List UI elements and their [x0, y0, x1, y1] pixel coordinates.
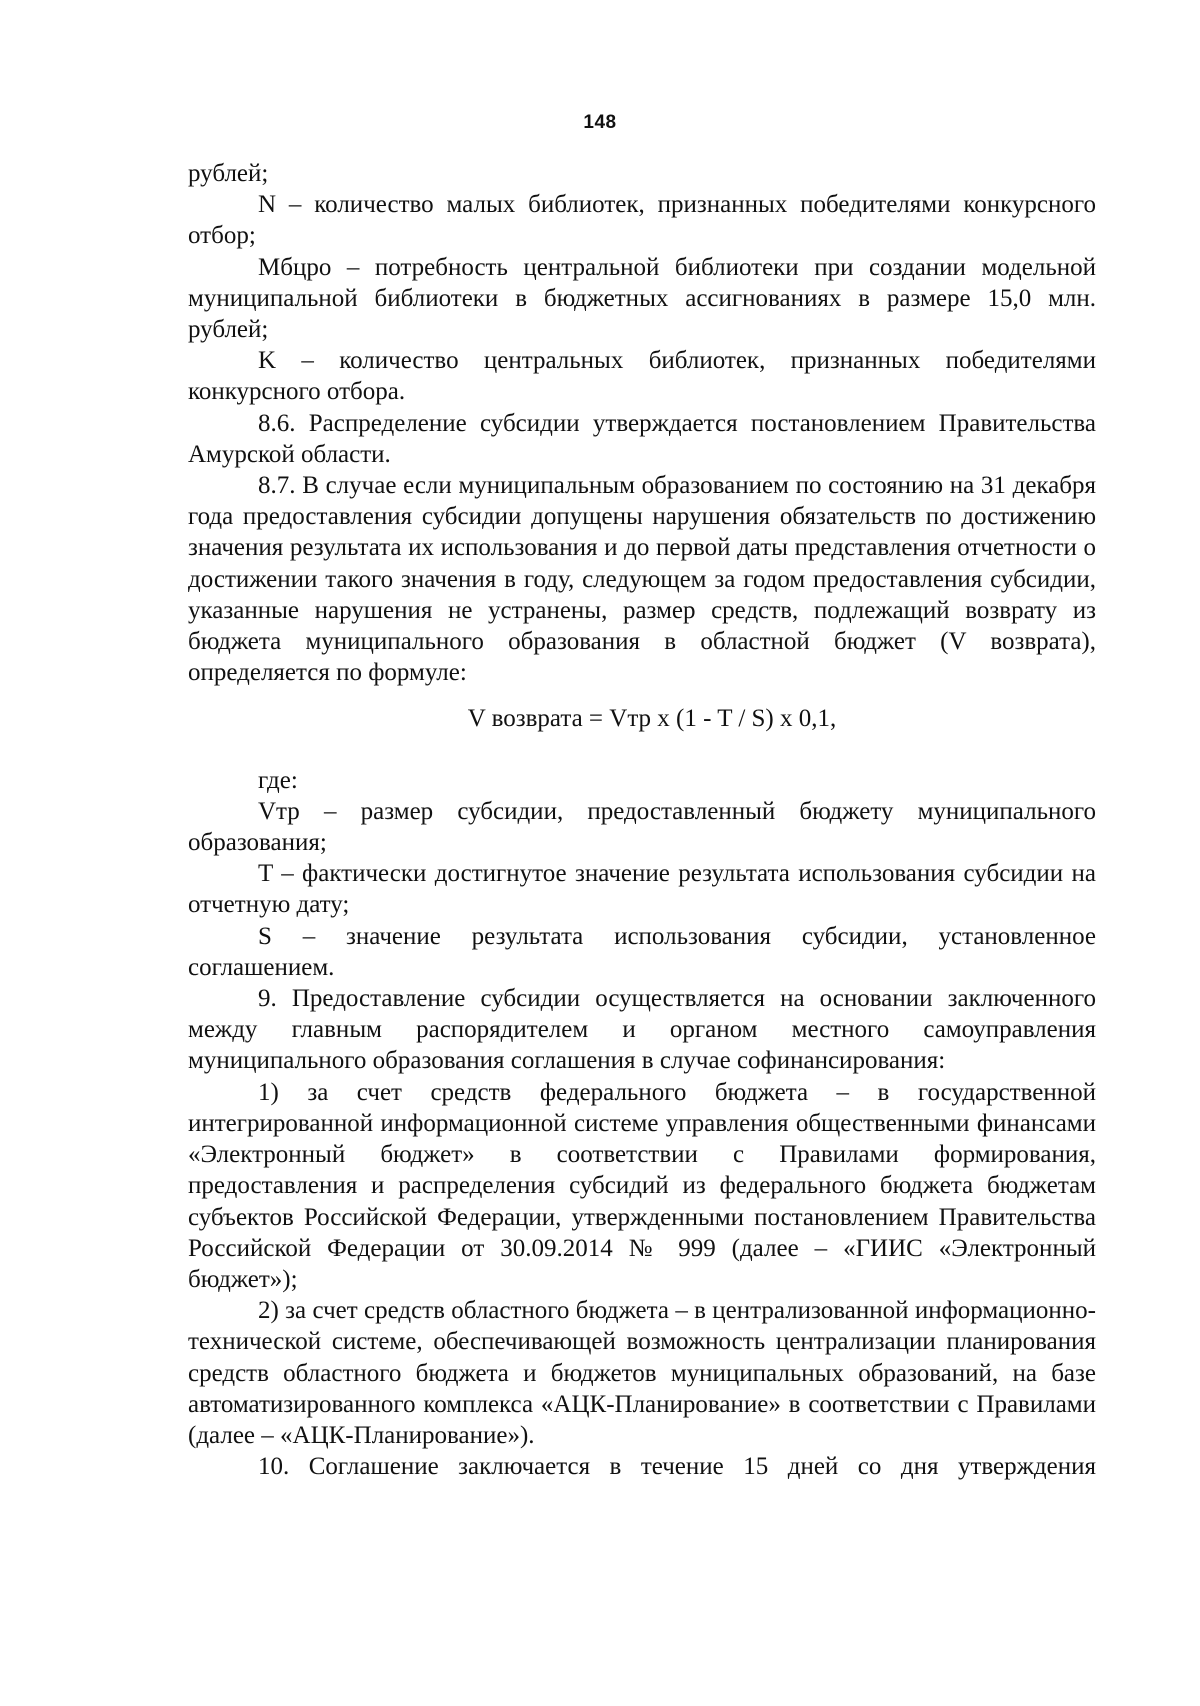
paragraph-9-item-2: 2) за счет средств областного бюджета – в централизованной информационно-технической системе, обеспечивающей возможность централизации планирования средств областного бюджета и бюджетов муниципальных образований, на базе автоматизированного комплекса «АЦК-Планирование» в соответствии с Правилами (далее – «АЦК-Планирование»).: [188, 1297, 1096, 1449]
paragraph-definition-vtr: Vтр – размер субсидии, предоставленный бюджету муниципального образования;: [188, 797, 1096, 857]
page-number: 148: [583, 112, 617, 133]
paragraph-definition-mbcro: Мбцро – потребность центральной библиотеки при создании модельной муниципальной библиотеки в бюджетных ассигнованиях в размере 15,0 млн. рублей;: [188, 253, 1096, 344]
paragraph-8-6: 8.6. Распределение субсидии утверждается постановлением Правительства Амурской области.: [188, 409, 1096, 468]
paragraph-definition-k: K – количество центральных библиотек, признанных победителями конкурсного отбора.: [188, 347, 1096, 406]
formula: V возврата = Vтр x (1 - T / S) x 0,1,: [467, 705, 837, 733]
document-body: [188, 158, 1096, 1482]
paragraph-continuation: рублей;: [188, 160, 269, 187]
paragraph-definition-t: T – фактически достигнутое значение результата использования субсидии на отчетную дату;: [188, 860, 1096, 919]
paragraph-9: 9. Предоставление субсидии осуществляется на основании заключенного между главным распорядителем и органом местного самоуправления муниципального образования соглашения в случае софинансирования:: [188, 985, 1096, 1075]
paragraph-definition-s: S – значение результата использования субсидии, установленное соглашением.: [188, 922, 1096, 981]
paragraph-definition-n: N – количество малых библиотек, признанных победителями конкурсного отбор;: [188, 191, 1096, 250]
paragraph-10: 10. Соглашение заключается в течение 15 дней со дня утверждения: [258, 1453, 1096, 1481]
paragraph-9-item-1: 1) за счет средств федерального бюджета – в государственной интегрированной информационной системе управления общественными финансами «Электронный бюджет» в соответствии с Правилами формирования, предоставления и распределения субсидий из федерального бюджета бюджетам субъектов Российской Федерации, утвержденными постановлением Правительства Российской Федерации от 30.09.2014 № 999 (далее – «ГИИС «Электронный бюджет»);: [188, 1078, 1096, 1293]
where-label: где:: [258, 766, 298, 794]
paragraph-8-7: 8.7. В случае если муниципальным образованием по состоянию на 31 декабря года предоставления субсидии допущены нарушения обязательств по достижению значения результата их использования и до первой даты представления отчетности о достижении такого значения в году, следующем за годом предоставления субсидии, указанные нарушения не устранены, размер средств, подлежащий возврату из бюджета муниципального образования в областной бюджет (V возврата), определяется по формуле:: [188, 472, 1096, 687]
